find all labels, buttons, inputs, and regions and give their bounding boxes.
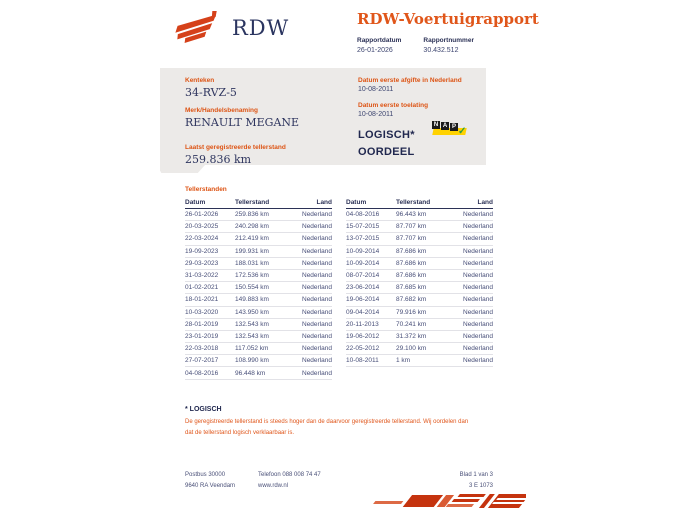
row-odometer: 96.443 km — [396, 209, 452, 221]
row-country: Nederland — [291, 330, 332, 342]
row-odometer: 108.990 km — [235, 355, 291, 367]
row-date: 27-07-2017 — [185, 355, 235, 367]
row-date: 01-02-2021 — [185, 282, 235, 294]
odometer-table-right — [346, 197, 493, 367]
report-date — [357, 37, 401, 54]
table-row — [185, 245, 332, 257]
nap-logo — [432, 121, 472, 137]
table-row — [185, 209, 332, 221]
row-date: 09-04-2014 — [346, 306, 396, 318]
footer-address-line1: Postbus 30000 — [185, 472, 226, 478]
row-country: Nederland — [452, 330, 493, 342]
row-country: Nederland — [291, 343, 332, 355]
row-country: Nederland — [452, 355, 493, 367]
row-country: Nederland — [452, 282, 493, 294]
table-row — [346, 294, 493, 306]
row-country: Nederland — [452, 257, 493, 269]
odometer-value: 259.836 km — [185, 153, 252, 166]
col-header-datum: Datum — [185, 197, 235, 209]
table-row — [346, 282, 493, 294]
col-header-tellerstand: Tellerstand — [396, 197, 452, 209]
row-country: Nederland — [452, 221, 493, 233]
row-date: 22-05-2012 — [346, 343, 396, 355]
row-date: 19-06-2012 — [346, 330, 396, 342]
row-odometer: 87.686 km — [396, 269, 452, 281]
row-country: Nederland — [452, 245, 493, 257]
license-plate: 34-RVZ-5 — [185, 86, 237, 99]
row-date: 15-07-2015 — [346, 221, 396, 233]
odometer-readings-section — [185, 186, 493, 380]
row-date: 20-03-2025 — [185, 221, 235, 233]
first-issue-date: 10-08-2011 — [358, 86, 394, 93]
footer-phone: Telefoon 088 008 74 47 — [258, 472, 321, 478]
row-country: Nederland — [452, 343, 493, 355]
row-odometer: 87.686 km — [396, 245, 452, 257]
row-country: Nederland — [291, 209, 332, 221]
col-header-land: Land — [452, 197, 493, 209]
row-odometer: 132.543 km — [235, 330, 291, 342]
vehicle-summary-panel — [160, 68, 486, 165]
row-date: 08-07-2014 — [346, 269, 396, 281]
row-country: Nederland — [291, 294, 332, 306]
table-row — [346, 221, 493, 233]
table-row — [185, 282, 332, 294]
logisch-footnote — [185, 406, 485, 438]
row-date: 23-01-2019 — [185, 330, 235, 342]
footer-address-line2: 9640 RA Veendam — [185, 482, 236, 489]
row-country: Nederland — [291, 367, 332, 379]
row-odometer: 1 km — [396, 355, 452, 367]
row-date: 10-08-2011 — [346, 355, 396, 367]
rdw-logo-text: RDW — [232, 16, 290, 40]
report-date-label: Rapportdatum — [357, 37, 402, 44]
verdict-line2: OORDEEL — [358, 146, 415, 159]
table-row — [185, 257, 332, 269]
row-odometer: 240.298 km — [235, 221, 291, 233]
row-date: 22-03-2018 — [185, 343, 235, 355]
row-country: Nederland — [291, 221, 332, 233]
row-date: 10-09-2014 — [346, 257, 396, 269]
row-country: Nederland — [452, 209, 493, 221]
row-odometer: 87.707 km — [396, 233, 452, 245]
row-date: 31-03-2022 — [185, 269, 235, 281]
first-issue-label: Datum eerste afgifte in Nederland — [358, 77, 462, 84]
table-row — [185, 221, 332, 233]
row-odometer: 87.685 km — [396, 282, 452, 294]
row-date: 04-08-2016 — [346, 209, 396, 221]
table-row — [346, 318, 493, 330]
nap-letter-p: P — [451, 124, 456, 130]
row-country: Nederland — [291, 282, 332, 294]
table-row — [185, 343, 332, 355]
verdict-line1: LOGISCH* — [358, 129, 415, 141]
row-odometer: 172.536 km — [235, 269, 291, 281]
row-date: 20-11-2013 — [346, 318, 396, 330]
odometer-table-left — [185, 197, 332, 380]
col-header-datum: Datum — [346, 197, 396, 209]
table-row — [185, 330, 332, 342]
table-header-row — [185, 197, 332, 209]
stripes-icon — [370, 490, 526, 512]
row-date: 23-06-2014 — [346, 282, 396, 294]
row-date: 10-03-2020 — [185, 306, 235, 318]
row-date: 28-01-2019 — [185, 318, 235, 330]
footer-website: www.rdw.nl — [258, 482, 289, 489]
row-country: Nederland — [452, 294, 493, 306]
row-date: 19-09-2023 — [185, 245, 235, 257]
row-date: 10-09-2014 — [346, 245, 396, 257]
row-odometer: 150.554 km — [235, 282, 291, 294]
table-row — [346, 233, 493, 245]
rdw-logo — [175, 11, 289, 45]
table-row — [185, 318, 332, 330]
page-footer — [185, 470, 493, 492]
table-header-row — [346, 197, 493, 209]
page-title: RDW-Voertuigrapport — [357, 10, 539, 28]
row-odometer: 87.707 km — [396, 221, 452, 233]
odometer-label: Laatst geregistreerde tellerstand — [185, 144, 286, 151]
report-title-block — [357, 10, 557, 54]
brand-value: RENAULT MEGANE — [185, 116, 300, 129]
table-row — [346, 269, 493, 281]
report-date-value: 26-01-2026 — [357, 46, 393, 54]
first-admission-label: Datum eerste toelating — [358, 102, 429, 109]
row-odometer: 70.241 km — [396, 318, 452, 330]
report-number-value: 30.432.512 — [423, 46, 459, 54]
rdw-flag-icon — [175, 11, 223, 45]
table-row — [346, 343, 493, 355]
row-country: Nederland — [452, 306, 493, 318]
row-date: 29-03-2023 — [185, 257, 235, 269]
table-row — [185, 269, 332, 281]
row-country: Nederland — [291, 257, 332, 269]
row-date: 19-06-2014 — [346, 294, 396, 306]
row-odometer: 212.419 km — [235, 233, 291, 245]
report-number-label: Rapportnummer — [423, 37, 474, 44]
row-date: 18-01-2021 — [185, 294, 235, 306]
row-odometer: 87.682 km — [396, 294, 452, 306]
row-date: 26-01-2026 — [185, 209, 235, 221]
row-odometer: 132.543 km — [235, 318, 291, 330]
row-odometer: 87.686 km — [396, 257, 452, 269]
row-date: 04-08-2016 — [185, 367, 235, 379]
row-odometer: 188.031 km — [235, 257, 291, 269]
row-country: Nederland — [291, 306, 332, 318]
row-country: Nederland — [291, 233, 332, 245]
row-odometer: 259.836 km — [235, 209, 291, 221]
row-odometer: 143.950 km — [235, 306, 291, 318]
table-row — [346, 245, 493, 257]
col-header-tellerstand: Tellerstand — [235, 197, 291, 209]
nap-letter-n: N — [433, 122, 439, 128]
table-row — [185, 355, 332, 367]
row-date: 13-07-2015 — [346, 233, 396, 245]
odometer-table-title: Tellerstanden — [185, 186, 227, 193]
row-date: 22-03-2024 — [185, 233, 235, 245]
footnote-title: * LOGISCH — [185, 406, 222, 413]
check-icon: ✓ — [458, 126, 467, 137]
table-row — [185, 367, 332, 379]
table-row — [346, 306, 493, 318]
row-odometer: 31.372 km — [396, 330, 452, 342]
license-label: Kenteken — [185, 77, 215, 84]
footer-page-number: Blad 1 van 3 — [459, 472, 493, 478]
table-row — [346, 209, 493, 221]
row-odometer: 149.883 km — [235, 294, 291, 306]
footer-form-code: 3 E 1073 — [468, 482, 493, 489]
row-odometer: 79.916 km — [396, 306, 452, 318]
footer-stripes-graphic — [370, 490, 526, 514]
row-country: Nederland — [452, 318, 493, 330]
row-country: Nederland — [291, 318, 332, 330]
table-row — [346, 355, 493, 367]
row-odometer: 29.100 km — [396, 343, 452, 355]
row-odometer: 96.448 km — [235, 367, 291, 379]
table-row — [185, 294, 332, 306]
table-row — [346, 257, 493, 269]
row-odometer: 199.931 km — [235, 245, 291, 257]
brand-label: Merk/Handelsbenaming — [185, 107, 258, 114]
row-country: Nederland — [291, 245, 332, 257]
table-row — [185, 306, 332, 318]
footnote-text: De geregistreerde tellerstand is steeds hoger dan de daarvoor geregistreerde tellerstand. Wij oordelen dan dat de tellerstand logisch verklaarbaar is. — [185, 419, 469, 436]
row-odometer: 117.052 km — [235, 343, 291, 355]
row-country: Nederland — [452, 233, 493, 245]
table-row — [346, 330, 493, 342]
row-country: Nederland — [291, 269, 332, 281]
report-number — [423, 37, 474, 54]
nap-letter-a: A — [442, 123, 448, 129]
table-row — [185, 233, 332, 245]
col-header-land: Land — [291, 197, 332, 209]
row-country: Nederland — [291, 355, 332, 367]
first-admission-date: 10-08-2011 — [358, 111, 394, 118]
row-country: Nederland — [452, 269, 493, 281]
